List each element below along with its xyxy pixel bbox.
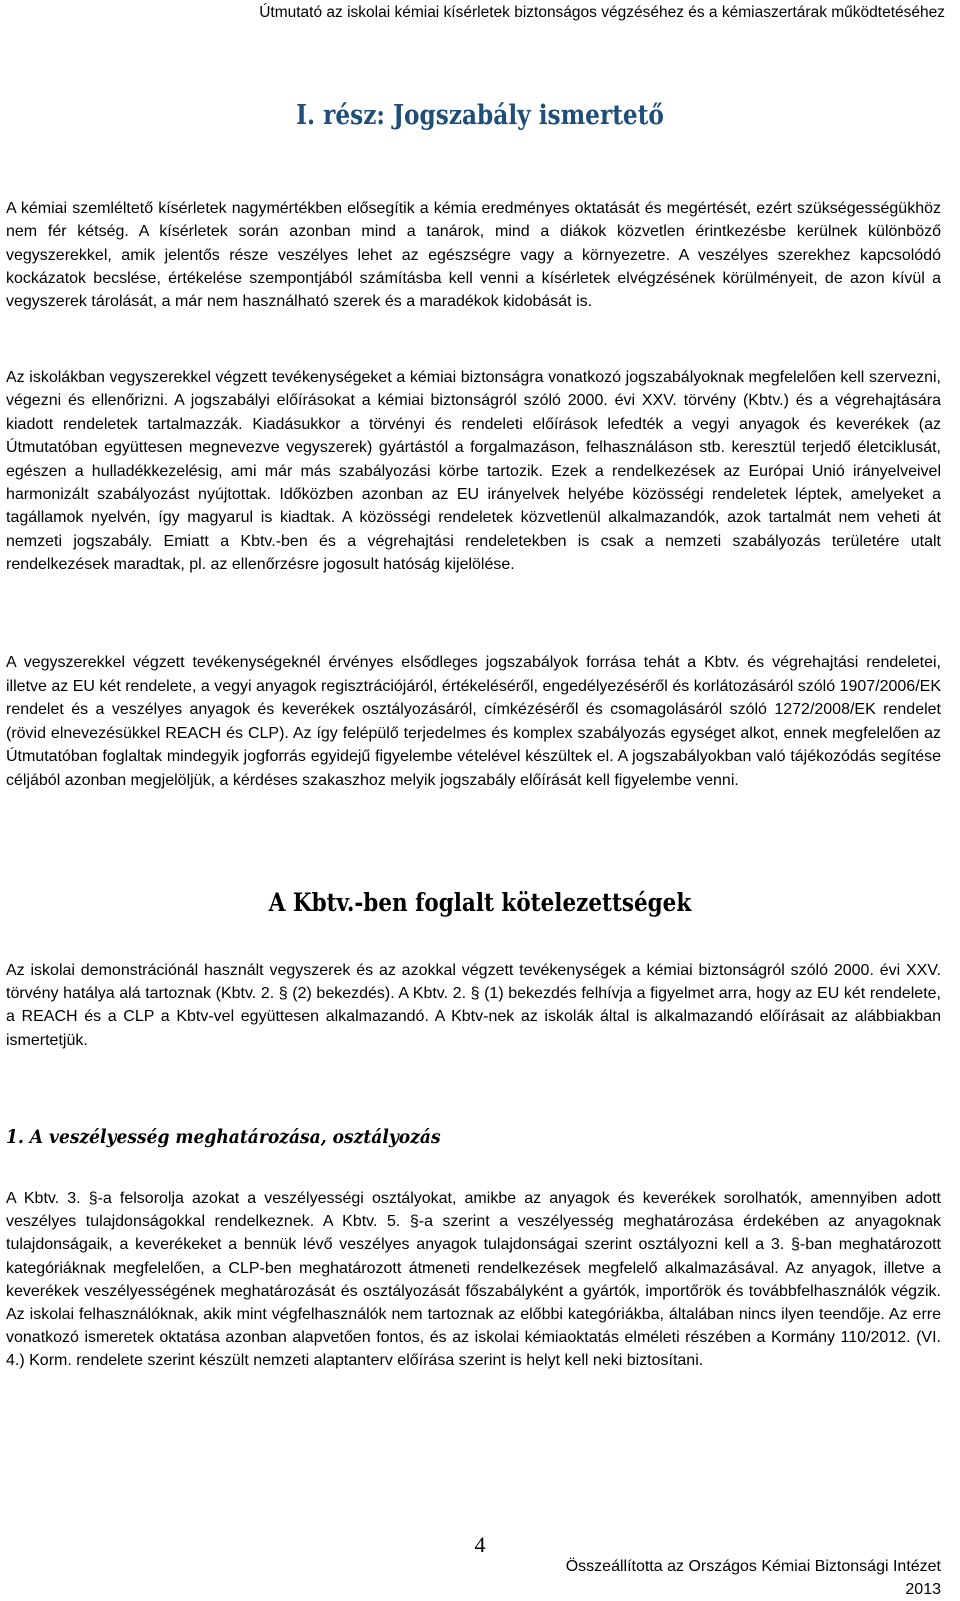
paragraph-intro: A kémiai szemléltető kísérletek nagymértékben elősegítik a kémia eredményes oktatását és megértését, ezért szükségességükhöz nem fér kétség. A kísérletek során azonban mind a tanárok, mind a diákok közvetlen érintkezésbe kerülnek különböző vegyszerekkel, amik jelentős része veszélyes lehet az egészségre vagy a környezetre. A veszélyes szerekhez kapcsolódó kockázatok becslése, értékelése szempontjából számításba kell venni a kísérletek elvégzésének körülményeit, de azon kívül a vegyszerek tárolását, a már nem használható szerek és a maradékok kidobását is. (6, 200, 941, 311)
running-header: Útmutató az iskolai kémiai kísérletek biztonságos végzéséhez és a kémiaszertárak működtetéséhez (259, 4, 945, 21)
paragraph-kbtv-intro: Az iskolai demonstrációnál használt vegyszerek és az azokkal végzett tevékenységek a kémiai biztonságról szóló 2000. évi XXV. törvény hatálya alá tartoznak (Kbtv. 2. § (2) bekezdés). A Kbtv. 2. § (1) bekezdés felhívja a figyelmet arra, hogy az EU két rendelete, a REACH és a CLP a Kbtv-vel együttesen alkalmazandó. A Kbtv-nek az iskolák által is alkalmazandó előírásait az alábbiakban ismertetjük. (6, 962, 941, 1049)
heading-subsection-1: 1. A veszélyesség meghatározása, osztályozás (6, 1126, 441, 1148)
heading-kbtv-obligations: A Kbtv.-ben foglalt kötelezettségek (268, 888, 692, 917)
paragraph-classification: A Kbtv. 3. §-a felsorolja azokat a veszélyességi osztályokat, amikbe az anyagok és keverékek sorolhatók, amennyiben adott veszélyes tulajdonságokkal rendelkeznek. A Kbtv. 5. §-a szerint a veszélyesség meghatározása érdekében az anyagoknak tulajdonságaik, a keverékeket a bennük lévő veszélyes anyagok tulajdonságai szerint osztályozni kell a 3. §-ban meghatározott kategóriáknak megfelelően, a CLP-ben meghatározott átmeneti rendelkezések megfelelő alkalmazásával. Az anyagok, illetve a keverékek veszélyességének meghatározását és osztályozását főszabályként a gyártók, importőrök és továbbfelhasználók végzik. Az iskolai felhasználóknak, akik mint végfelhasználók nem tartoznak az előbbi kategóriákba, általában nincs ilyen teendője. Az erre vonatkozó ismeretek oktatása azonban alapvetően fontos, és az iskolai kémiaoktatás elméleti részében a Kormány 110/2012. (VI. 4.) Korm. rendelete szerint készült nemzeti alaptanterv előírása szerint is helyt kell neki biztosítani. (6, 1190, 941, 1370)
section-title: I. rész: Jogszabály ismertető (296, 100, 664, 131)
paragraph-sources: A vegyszerekkel végzett tevékenységeknél érvényes elsődleges jogszabályok forrása tehát a Kbtv. és végrehajtási rendeletei, illetve az EU két rendelete, a vegyi anyagok regisztrációjáról, értékeléséről, engedélyezéséről és korlátozásáról szóló 1907/2006/EK rendelet és a veszélyes anyagok és keverékek osztályozásáról, címkézéséről és csomagolásáról szóló 1272/2008/EK rendelet (rövid elnevezésükkel REACH és CLP). Az így felépülő terjedelmes és komplex szabályozás egységet alkot, ennek megfelelően az Útmutatóban foglaltak mindegyik jogforrás egyidejű figyelembe vételével készültek el. A jogszabályokban való tájékozódás segítése céljából azonban megjelöljük, a kérdéses szakaszhoz melyik jogszabály előírását kell figyelembe venni. (6, 654, 941, 789)
paragraph-regulation: Az iskolákban vegyszerekkel végzett tevékenységeket a kémiai biztonságra vonatkozó jogszabályoknak megfelelően kell szervezni, végezni és ellenőrizni. A jogszabályi előírásokat a kémiai biztonságról szóló 2000. évi XXV. törvény (Kbtv.) és a végrehajtására kiadott rendeletek tartalmazzák. Kiadásukkor a törvényi és rendeleti előírások lefedték a vegyi anyagok és keverékek (az Útmutatóban együttesen megnevezve vegyszerek) gyártástól a forgalmazáson, felhasználáson stb. keresztül terjedő életciklusát, egészen a hulladékkezelésig, ami már más szabályozási körbe tartozik. Ezek a rendelkezések az Európai Unió irányelveivel harmonizált szabályozást nyújtottak. Időközben azonban az EU irányelvek helyébe közösségi rendeletek léptek, amelyeket a tagállamok nyelvén, így magyarul is kiadtak. A közösségi rendeletek közvetlenül alkalmazandók, azok tartalmát nem veheti át nemzeti jogszabály. Emiatt a Kbtv.-ben és a végrehajtási rendeletekben is csak a nemzeti szabályozás területére utalt rendelkezések maradtak, pl. az ellenőrzésre jogosult hatóság kijelölése. (6, 369, 941, 574)
footer-year: 2013 (905, 1581, 941, 1598)
page-number: 4 (474, 1532, 486, 1557)
footer-publisher: Összeállította az Országos Kémiai Biztonsági Intézet (565, 1558, 941, 1575)
footer (566, 1555, 941, 1601)
